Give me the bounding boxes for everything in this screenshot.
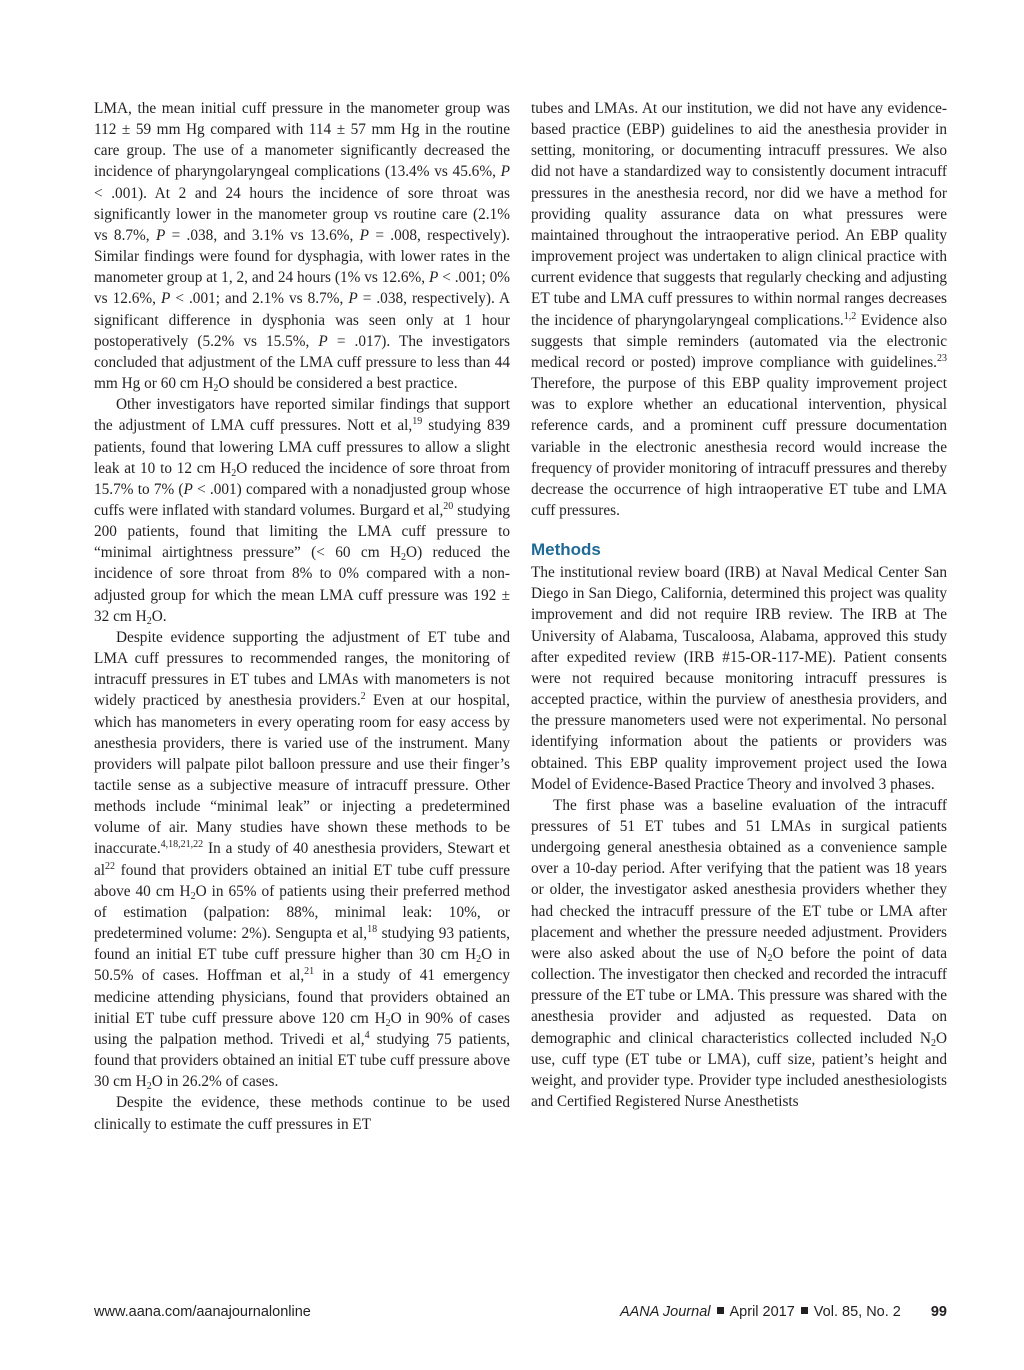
paragraph: Other investigators have reported similar findings that support the adjustment of LMA cuff pressures. Nott et al,$^{19}$ studying 839 patients, found that lowering LMA cuff pressures to allow a slight leak at 10 to 12 cm $H_2O$ reduced the incidence of sore throat from 15.7% to 7% (P < .001) compared with a nonadjusted group whose cuffs were inflated with standard volumes. Burgard et al,$^{20}$ studying 200 patients, found that limiting the LMA cuff pressure to “minimal airtightness pressure” (< 60 cm $H_2O$) reduced the incidence of sore throat from 8% to 0% compared with a non-adjusted group for which the mean LMA cuff pressure was 192 ± 32 cm $H_2O$.	[94, 396, 510, 627]
volume-number: Vol. 85, No. 2	[813, 1304, 901, 1320]
journal-name: AANA Journal	[619, 1304, 711, 1320]
square-bullet-icon	[801, 1307, 808, 1314]
paragraph: Despite the evidence, these methods continue to be used clinically to estimate the cuff pressures in ET	[94, 1094, 510, 1133]
paragraph: The first phase was a baseline evaluation of the intracuff pressures of 51 ET tubes and 51 LMAs in surgical patients undergoing general anesthesia obtained as a convenience sample over a 10-day period. After verifying that the patient was 18 years or older, the investigator asked anesthesia providers whether they had checked the intracuff pressure of the ET tube or LMA after placement and whether the pressure needed adjustment. Providers were also asked about the use of $N_2O$ before the point of data collection. The investigator then checked and recorded the intracuff pressure of the ET tube or LMA. This pressure was shared with the anesthesia provider and adjusted as requested. Data on demographic and clinical characteristics collected included $N_2O$ use, cuff type (ET tube or LMA), cuff size, patient’s height and weight, and provider type. Provider type included anesthesiologists and Certified Registered Nurse Anesthetists	[531, 796, 947, 1111]
paragraph: LMA, the mean initial cuff pressure in the manometer group was 112 ± 59 mm Hg compared with 114 ± 57 mm Hg in the routine care group. The use of a manometer significantly decreased the incidence of pharyngolaryngeal complications (13.4% vs 45.6%, P < .001). At 2 and 24 hours the incidence of sore throat was significantly lower in the manometer group vs routine care (2.1% vs 8.7%, P = .038, and 3.1% vs 13.6%, P = .008, respectively). Similar findings were found for dysphagia, with lower rates in the manometer group at 1, 2, and 24 hours (1% vs 12.6%, P < .001; 0% vs 12.6%, P < .001; and 2.1% vs 8.7%, P = .038, respectively). A significant difference in dysphonia was seen only at 1 hour postoperatively (5.2% vs 15.5%, P = .017). The investigators concluded that adjustment of the LMA cuff pressure to less than 44 mm Hg or 60 cm $H_2O$ should be considered a best practice.	[94, 100, 511, 395]
issue-date: April 2017	[729, 1304, 795, 1320]
right-column	[531, 98, 947, 1112]
paragraph: Despite evidence supporting the adjustment of ET tube and LMA cuff pressures to recommended ranges, the monitoring of intracuff pressures in ET tubes and LMAs with manometers is not widely practiced by anesthesia providers.$^2$ Even at our hospital, which has manometers in every operating room for easy access by anesthesia providers, there is varied use of the instrument. Many providers will palpate pilot balloon pressure and use their finger’s tactile sense as a subjective measure of intracuff pressure. Other methods include “minimal leak” or injecting a predetermined volume of air. Many studies have shown these methods to be inaccurate.$^{4,18,21,22}$ In a study of 40 anesthesia providers, Stewart et $al^{22}$ found that providers obtained an initial ET tube cuff pressure above 40 cm $H_2O$ in 65% of patients using their preferred method of estimation (palpation: 88%, minimal leak: 10%, or predetermined volume: 2%). Sengupta et al,$^{18}$ studying 93 patients, found an initial ET tube cuff pressure higher than 30 cm $H_2O$ in 50.5% of cases. Hoffman et al,$^{21}$ in a study of 41 emergency medicine attending physicians, found that providers obtained an initial ET tube cuff pressure above 120 cm $H_2O$ in 90% of cases using the palpation method. Trivedi et al,$^4$ studying 75 patients, found that providers obtained an initial ET tube cuff pressure above 30 cm $H_2O$ in 26.2% of cases.	[94, 628, 510, 1093]
footer-journal-info	[620, 1304, 947, 1320]
left-column	[94, 98, 510, 1135]
page-number: 99	[930, 1304, 947, 1320]
square-bullet-icon	[717, 1307, 724, 1314]
section-heading: Methods	[531, 540, 601, 560]
footer-url: www.aana.com/aanajournalonline	[94, 1304, 311, 1320]
paragraph: The institutional review board (IRB) at Naval Medical Center San Diego in San Diego, California, determined this project was quality improvement and did not require IRB review. The IRB at The University of Alabama, Tuscaloosa, Alabama, approved this study after expedited review (IRB #15-OR-117-ME). Patient consents were not required because monitoring intracuff pressures is accepted practice, within the purview of anesthesia providers, and the pressure manometers used were not experimental. No personal identifying information about the patients or providers was obtained. This EBP quality improvement project used the Iowa Model of Evidence-Based Practice Theory and involved 3 phases.	[531, 564, 947, 793]
paragraph: tubes and LMAs. At our institution, we did not have any evidence-based practice (EBP) guidelines to aid the anesthesia provider in setting, monitoring, or documenting intracuff pressures. We also did not have a standardized way to consistently document intracuff pressures in the anesthesia record, nor did we have a method for providing quality assurance data on what pressures were maintained throughout the intraoperative period. An EBP quality improvement project was undertaken to align clinical practice with current evidence that suggests that regularly checking and adjusting ET tube and LMA cuff pressures to within normal ranges decreases the incidence of pharyngolaryngeal complications.$^{1,2}$ Evidence also suggests that simple reminders (automated via the electronic medical record or posted) improve compliance with guidelines.$^{23}$ Therefore, the purpose of this EBP quality improvement project was to explore whether an educational intervention, physical reference cards, and a prominent cuff pressure documentation variable in the electronic anesthesia record would increase the frequency of provider monitoring of intracuff pressures and thereby decrease the occurrence of high intraoperative ET tube and LMA cuff pressures.	[531, 100, 947, 519]
